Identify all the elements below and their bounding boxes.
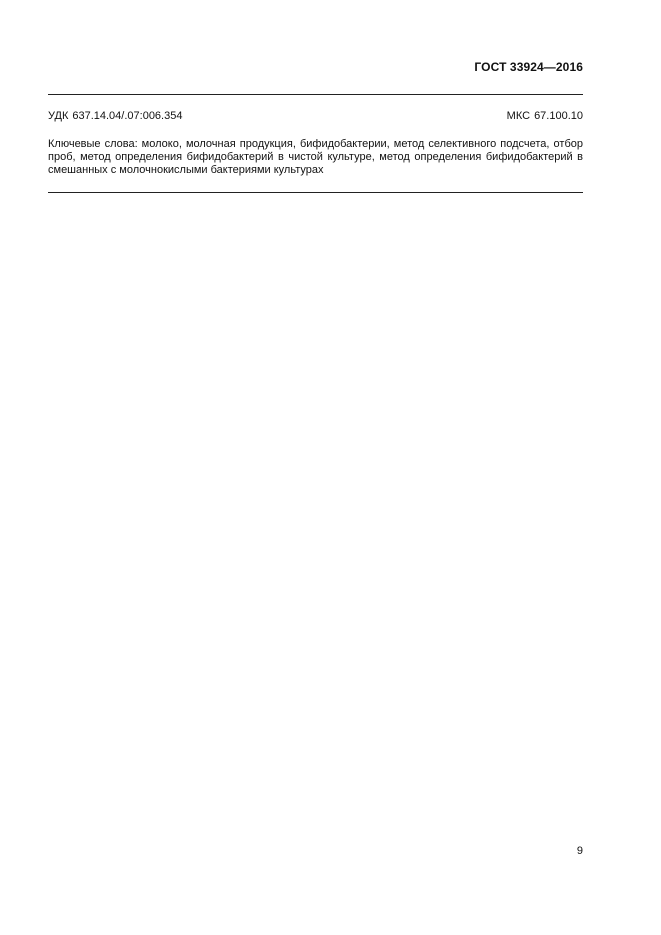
udc-label: УДК [48,110,69,122]
classification-row [48,110,583,122]
ics-value: 67.100.10 [534,110,583,122]
ics-block [507,110,583,122]
keywords-label: Ключевые слова: [48,138,138,150]
keywords-text: молоко, молочная продукция, бифидобактерии, метод селективного подсчета, отбор проб, метод определения бифидобактерий в чистой культуре, метод определения бифидобактерий в смешанных с молочнокислыми бактериями культурах [48,138,583,176]
standard-code-header: ГОСТ 33924—2016 [474,60,583,74]
ics-label: МКС [506,110,531,122]
udc-value: 637.14.04/.07:006.354 [72,110,183,122]
udc-block [48,110,182,122]
top-divider [48,94,583,95]
bottom-divider [48,192,583,193]
keywords-paragraph [48,138,583,177]
page-number: 9 [576,845,583,857]
